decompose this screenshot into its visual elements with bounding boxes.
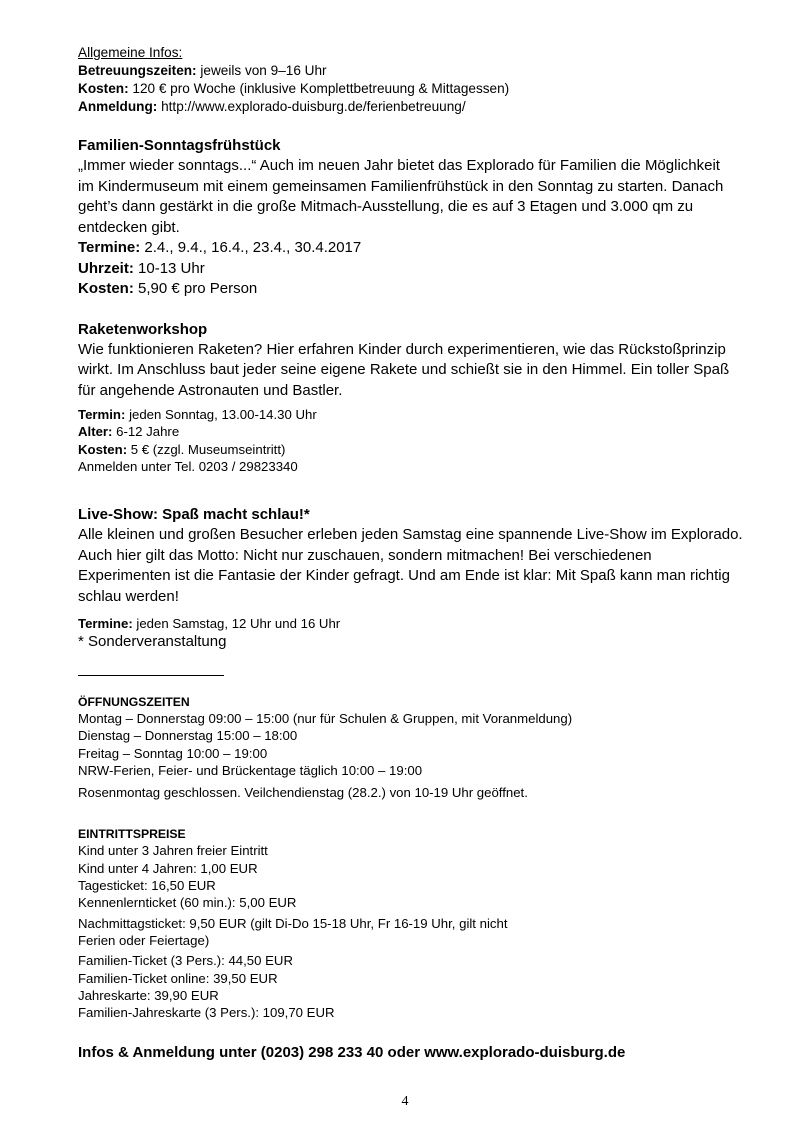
special-event-note: * Sonderveranstaltung [78,633,227,651]
general-info-section [78,44,778,116]
price-line: Tagesticket: 16,50 EUR [78,878,216,894]
opening-hours-line: Montag – Donnerstag 09:00 – 15:00 (nur für Schulen & Gruppen, mit Voranmeldung) [78,710,573,726]
care-hours-label: Betreuungszeiten: [78,63,197,78]
registration-label: Anmeldung: [78,99,158,114]
price-line: Kennenlernticket (60 min.): 5,00 EUR [78,895,297,911]
care-cost-label: Kosten: [78,81,129,96]
text-line: entdecken gibt. [78,218,180,236]
opening-hours-note: Rosenmontag geschlossen. Veilchendienstag (28.2.) von 10-19 Uhr geöffnet. [78,785,528,801]
care-cost-line [78,80,778,98]
price-line: Familien-Ticket online: 39,50 EUR [78,970,278,986]
family-brunch-section [78,136,778,300]
text-line: wirkt. Im Anschluss baut jeder seine eigene Rakete und schießt sie in den Himmel. Ein toller Spaß [78,361,730,378]
registration-url: http://www.explorado-duisburg.de/ferienbetreuung/ [161,99,466,114]
page-number: 4 [401,1094,409,1109]
price-line: Familien-Ticket (3 Pers.): 44,50 EUR [78,953,293,969]
text-line: schlau werden! [78,587,179,605]
family-brunch-heading: Familien-Sonntagsfrühstück [78,137,281,154]
text-line: Wie funktionieren Raketen? Hier erfahren Kinder durch experimentieren, wie das Rückstoßprinzip [78,340,726,358]
live-show-details [78,615,778,653]
brunch-cost-line [78,279,778,300]
text-line: Alle kleinen und großen Besucher erleben jeden Samstag eine spannende Live-Show im Explorado. [78,526,743,544]
rocket-register-line: Anmelden unter Tel. 0203 / 29823340 [78,458,298,474]
rocket-workshop-section [78,320,778,476]
text-line: geht’s dann gestärkt in die große Mitmach-Ausstellung, die es auf 3 Etagen und 3.000 qm zu [78,198,694,215]
rocket-date-line [78,406,778,423]
price-line: Nachmittagsticket: 9,50 EUR (gilt Di-Do 15-18 Uhr, Fr 16-19 Uhr, gilt nicht [78,915,508,931]
live-show-dates-value: jeden Samstag, 12 Uhr und 16 Uhr [136,616,341,632]
rocket-date-value: jeden Sonntag, 13.00-14.30 Uhr [129,407,317,422]
document-page [78,44,778,1063]
live-show-heading: Live-Show: Spaß macht schlau!* [78,506,310,524]
price-line: Kind unter 3 Jahren freier Eintritt [78,843,268,859]
rocket-details [78,406,778,475]
rocket-workshop-heading: Raketenworkshop [78,320,208,338]
price-line: Kind unter 4 Jahren: 1,00 EUR [78,860,258,876]
live-show-dates-line [78,615,778,632]
brunch-time-line [78,259,778,280]
live-show-text [78,525,778,607]
live-show-dates-label: Termine: [78,616,133,632]
price-line: Familien-Jahreskarte (3 Pers.): 109,70 EUR [78,1005,335,1021]
price-group [78,915,778,950]
price-line: Ferien oder Feiertage) [78,932,210,948]
brunch-dates-label: Termine: [78,239,141,256]
admission-prices-section [78,826,778,1021]
brunch-cost-label: Kosten: [78,280,134,297]
registration-line [78,98,778,116]
text-line: „Immer wieder sonntags...“ Auch im neuen Jahr bietet das Explorado für Familien die Möglichkeit [78,157,720,174]
brunch-time-value: 10-13 Uhr [138,259,205,277]
opening-hours-line: NRW-Ferien, Feier- und Brückentage täglich 10:00 – 19:00 [78,762,423,778]
text-line: Experimenten ist die Fantasie der Kinder gefragt. Und am Ende ist klar: Mit Spaß kann man richtig [78,567,730,585]
opening-hours-line: Dienstag – Donnerstag 15:00 – 18:00 [78,728,298,744]
text-line: für angehende Astronauten und Bastler. [78,381,343,399]
rocket-date-label: Termin: [78,407,126,422]
rocket-age-label: Alter: [78,424,113,440]
section-divider [78,675,224,676]
opening-hours-heading: ÖFFNUNGSZEITEN [78,694,190,709]
opening-hours-section [78,694,778,801]
brunch-cost-value: 5,90 € pro Person [138,280,258,297]
price-line: Jahreskarte: 39,90 EUR [78,987,219,1003]
brunch-time-label: Uhrzeit: [78,259,134,277]
text-line: im Kindermuseum mit einem gemeinsamen Familienfrühstück in den Sonntag zu starten. Danach [78,177,724,195]
price-group [78,842,778,911]
care-hours-value: jeweils von 9–16 Uhr [200,63,327,78]
brunch-dates-line [78,238,778,259]
rocket-cost-value: 5 € (zzgl. Museumseintritt) [130,441,286,457]
opening-hours-line: Freitag – Sonntag 10:00 – 19:00 [78,745,268,761]
text-line: Auch hier gilt das Motto: Nicht nur zuschauen, sondern mitmachen! Bei verschiedenen [78,546,652,564]
care-cost-value: 120 € pro Woche (inklusive Komplettbetreuung & Mittagessen) [132,81,510,96]
footer-contact-line: Infos & Anmeldung unter (0203) 298 233 40 oder www.explorado-duisburg.de [78,1044,626,1062]
rocket-cost-label: Kosten: [78,441,128,457]
admission-prices-heading: EINTRITTSPREISE [78,827,186,842]
brunch-dates-value: 2.4., 9.4., 16.4., 23.4., 30.4.2017 [144,239,362,256]
family-brunch-text [78,156,778,300]
general-info-title: Allgemeine Infos: [78,45,183,60]
care-hours-line [78,62,778,80]
rocket-workshop-text [78,340,778,402]
rocket-cost-line [78,441,778,458]
live-show-section [78,505,778,653]
rocket-age-value: 6-12 Jahre [116,424,180,440]
rocket-age-line [78,423,778,440]
price-group [78,952,778,1021]
